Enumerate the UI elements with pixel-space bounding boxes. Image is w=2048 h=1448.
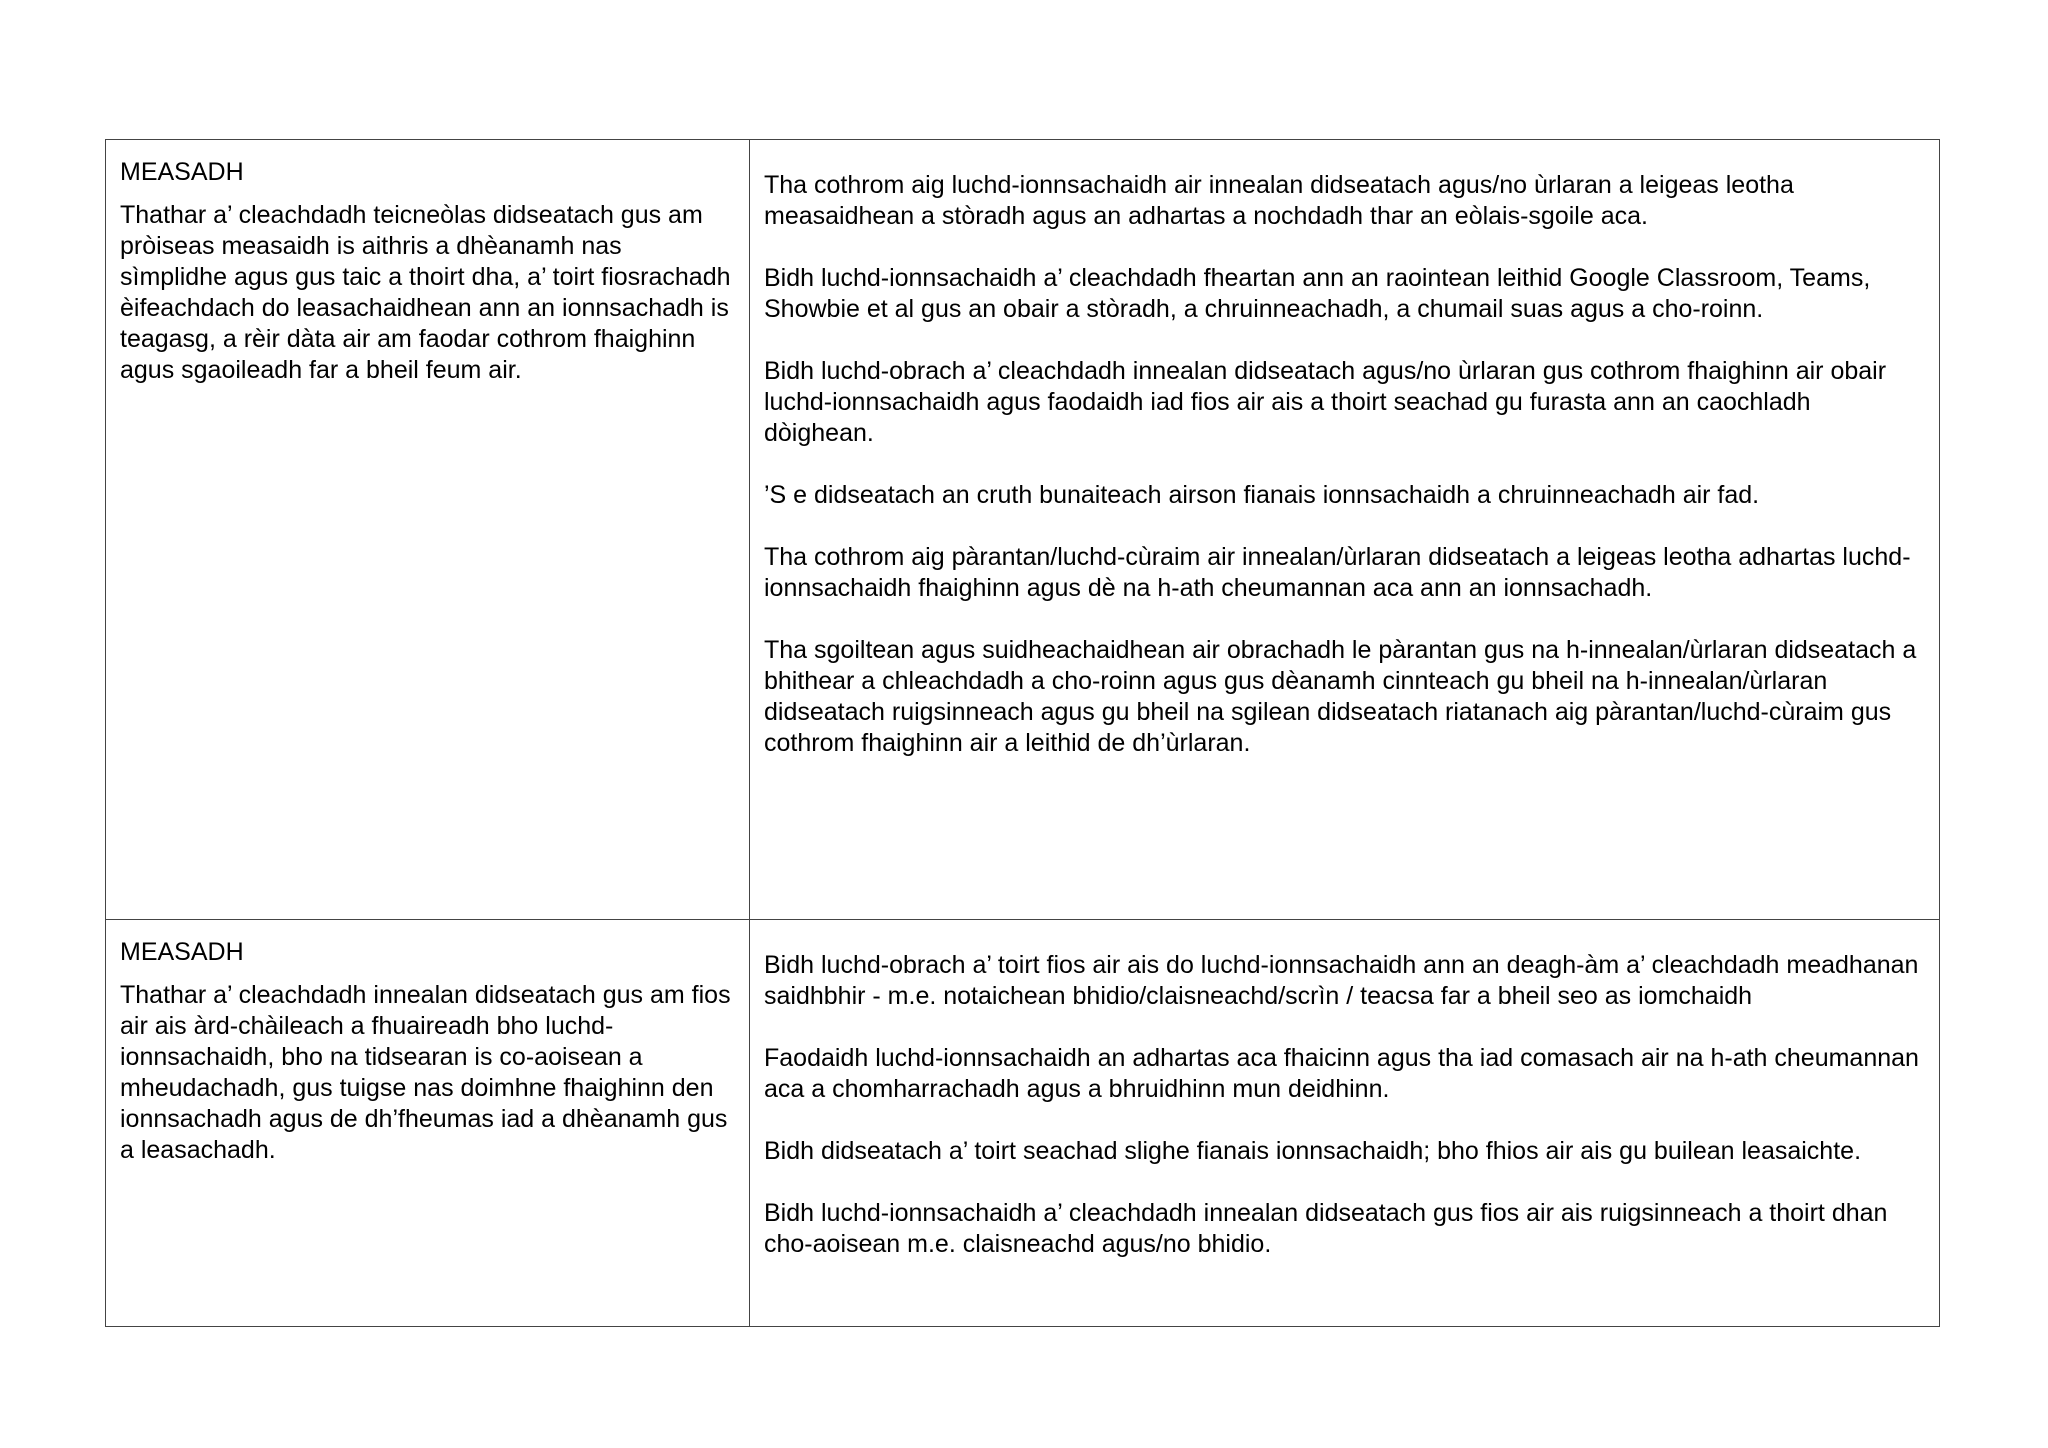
left-cell bbox=[106, 920, 750, 1327]
indicator-paragraph: Bidh luchd-obrach a’ cleachdadh innealan didseatach agus/no ùrlaran gus cothrom fhaighinn air obair luchd-ionnsachaidh agus faodaidh iad fios air ais a thoirt seachad gu furasta ann an caochladh dòighean. bbox=[764, 357, 1887, 447]
row-description: Thathar a’ cleachdadh teicneòlas didseatach gus am pròiseas measaidh is aithris a dhèanamh nas sìmplidhe agus gus taic a thoirt dha, a’ toirt fiosrachadh èifeachdach do leasachaidhean ann an ionnsachadh is teagasg, a rèir dàta air am faodar cothrom fhaighinn agus sgaoileadh far a bheil feum air. bbox=[120, 201, 731, 384]
row-description: Thathar a’ cleachdadh innealan didseatach gus am fios air ais àrd-chàileach a fhuaireadh bho luchd-ionnsachaidh, bho na tidsearan is co-aoisean a mheudachadh, gus tuigse nas doimhne fhaighinn den ionnsachadh agus de dh’fheumas iad a dhèanamh gus a leasachadh. bbox=[120, 981, 731, 1164]
indicator-paragraph: Bidh luchd-obrach a’ toirt fios air ais do luchd-ionnsachaidh ann an deagh-àm a’ cleachdadh meadhanan saidhbhir - m.e. notaichean bhidio/claisneachd/scrìn / teacsa far a bheil seo as iomchaidh bbox=[764, 951, 1919, 1010]
indicator-paragraph: Bidh luchd-ionnsachaidh a’ cleachdadh innealan didseatach gus fios air ais ruigsinneach a thoirt dhan cho-aoisean m.e. claisneachd agus/no bhidio. bbox=[764, 1199, 1888, 1258]
row-heading: MEASADH bbox=[120, 938, 244, 966]
indicator-paragraph: ’S e didseatach an cruth bunaiteach airson fianais ionnsachaidh a chruinneachadh air fad. bbox=[764, 481, 1760, 509]
row-heading: MEASADH bbox=[120, 158, 244, 186]
table-row bbox=[106, 920, 1940, 1327]
indicator-paragraph: Bidh didseatach a’ toirt seachad slighe fianais ionnsachaidh; bho fhios air ais gu builean leasaichte. bbox=[764, 1137, 1862, 1165]
indicator-paragraph: Faodaidh luchd-ionnsachaidh an adhartas aca fhaicinn agus tha iad comasach air na h-ath cheumannan aca a chomharrachadh agus a bhruidhinn mun deidhinn. bbox=[764, 1044, 1919, 1103]
indicator-paragraph: Tha cothrom aig luchd-ionnsachaidh air innealan didseatach agus/no ùrlaran a leigeas leotha measaidhean a stòradh agus an adhartas a nochdadh thar an eòlais-sgoile aca. bbox=[764, 171, 1794, 230]
indicator-paragraph: Tha cothrom aig pàrantan/luchd-cùraim air innealan/ùrlaran didseatach a leigeas leotha adhartas luchd-ionnsachaidh fhaighinn agus dè na h-ath cheumannan aca ann an ionnsachadh. bbox=[764, 543, 1911, 602]
indicator-paragraph: Tha sgoiltean agus suidheachaidhean air obrachadh le pàrantan gus na h-innealan/ùrlaran didseatach a bhithear a chleachdadh a cho-roinn agus gus dèanamh cinnteach gu bheil na h-innealan/ùrlaran didseatach ruigsinneach agus gu bheil na sgilean didseatach riatanach aig pàrantan/luchd-cùraim gus cothrom fhaighinn air a leithid de dh’ùrlaran. bbox=[764, 636, 1917, 757]
left-cell bbox=[106, 140, 750, 920]
indicator-paragraph: Bidh luchd-ionnsachaidh a’ cleachdadh fheartan ann an raointean leithid Google Classroom, Teams, Showbie et al gus an obair a stòradh, a chruinneachadh, a chumail suas agus a cho-roinn. bbox=[764, 264, 1871, 323]
measadh-table bbox=[105, 139, 1940, 1327]
table-row bbox=[106, 140, 1940, 920]
right-cell bbox=[750, 920, 1940, 1327]
right-cell bbox=[750, 140, 1940, 920]
